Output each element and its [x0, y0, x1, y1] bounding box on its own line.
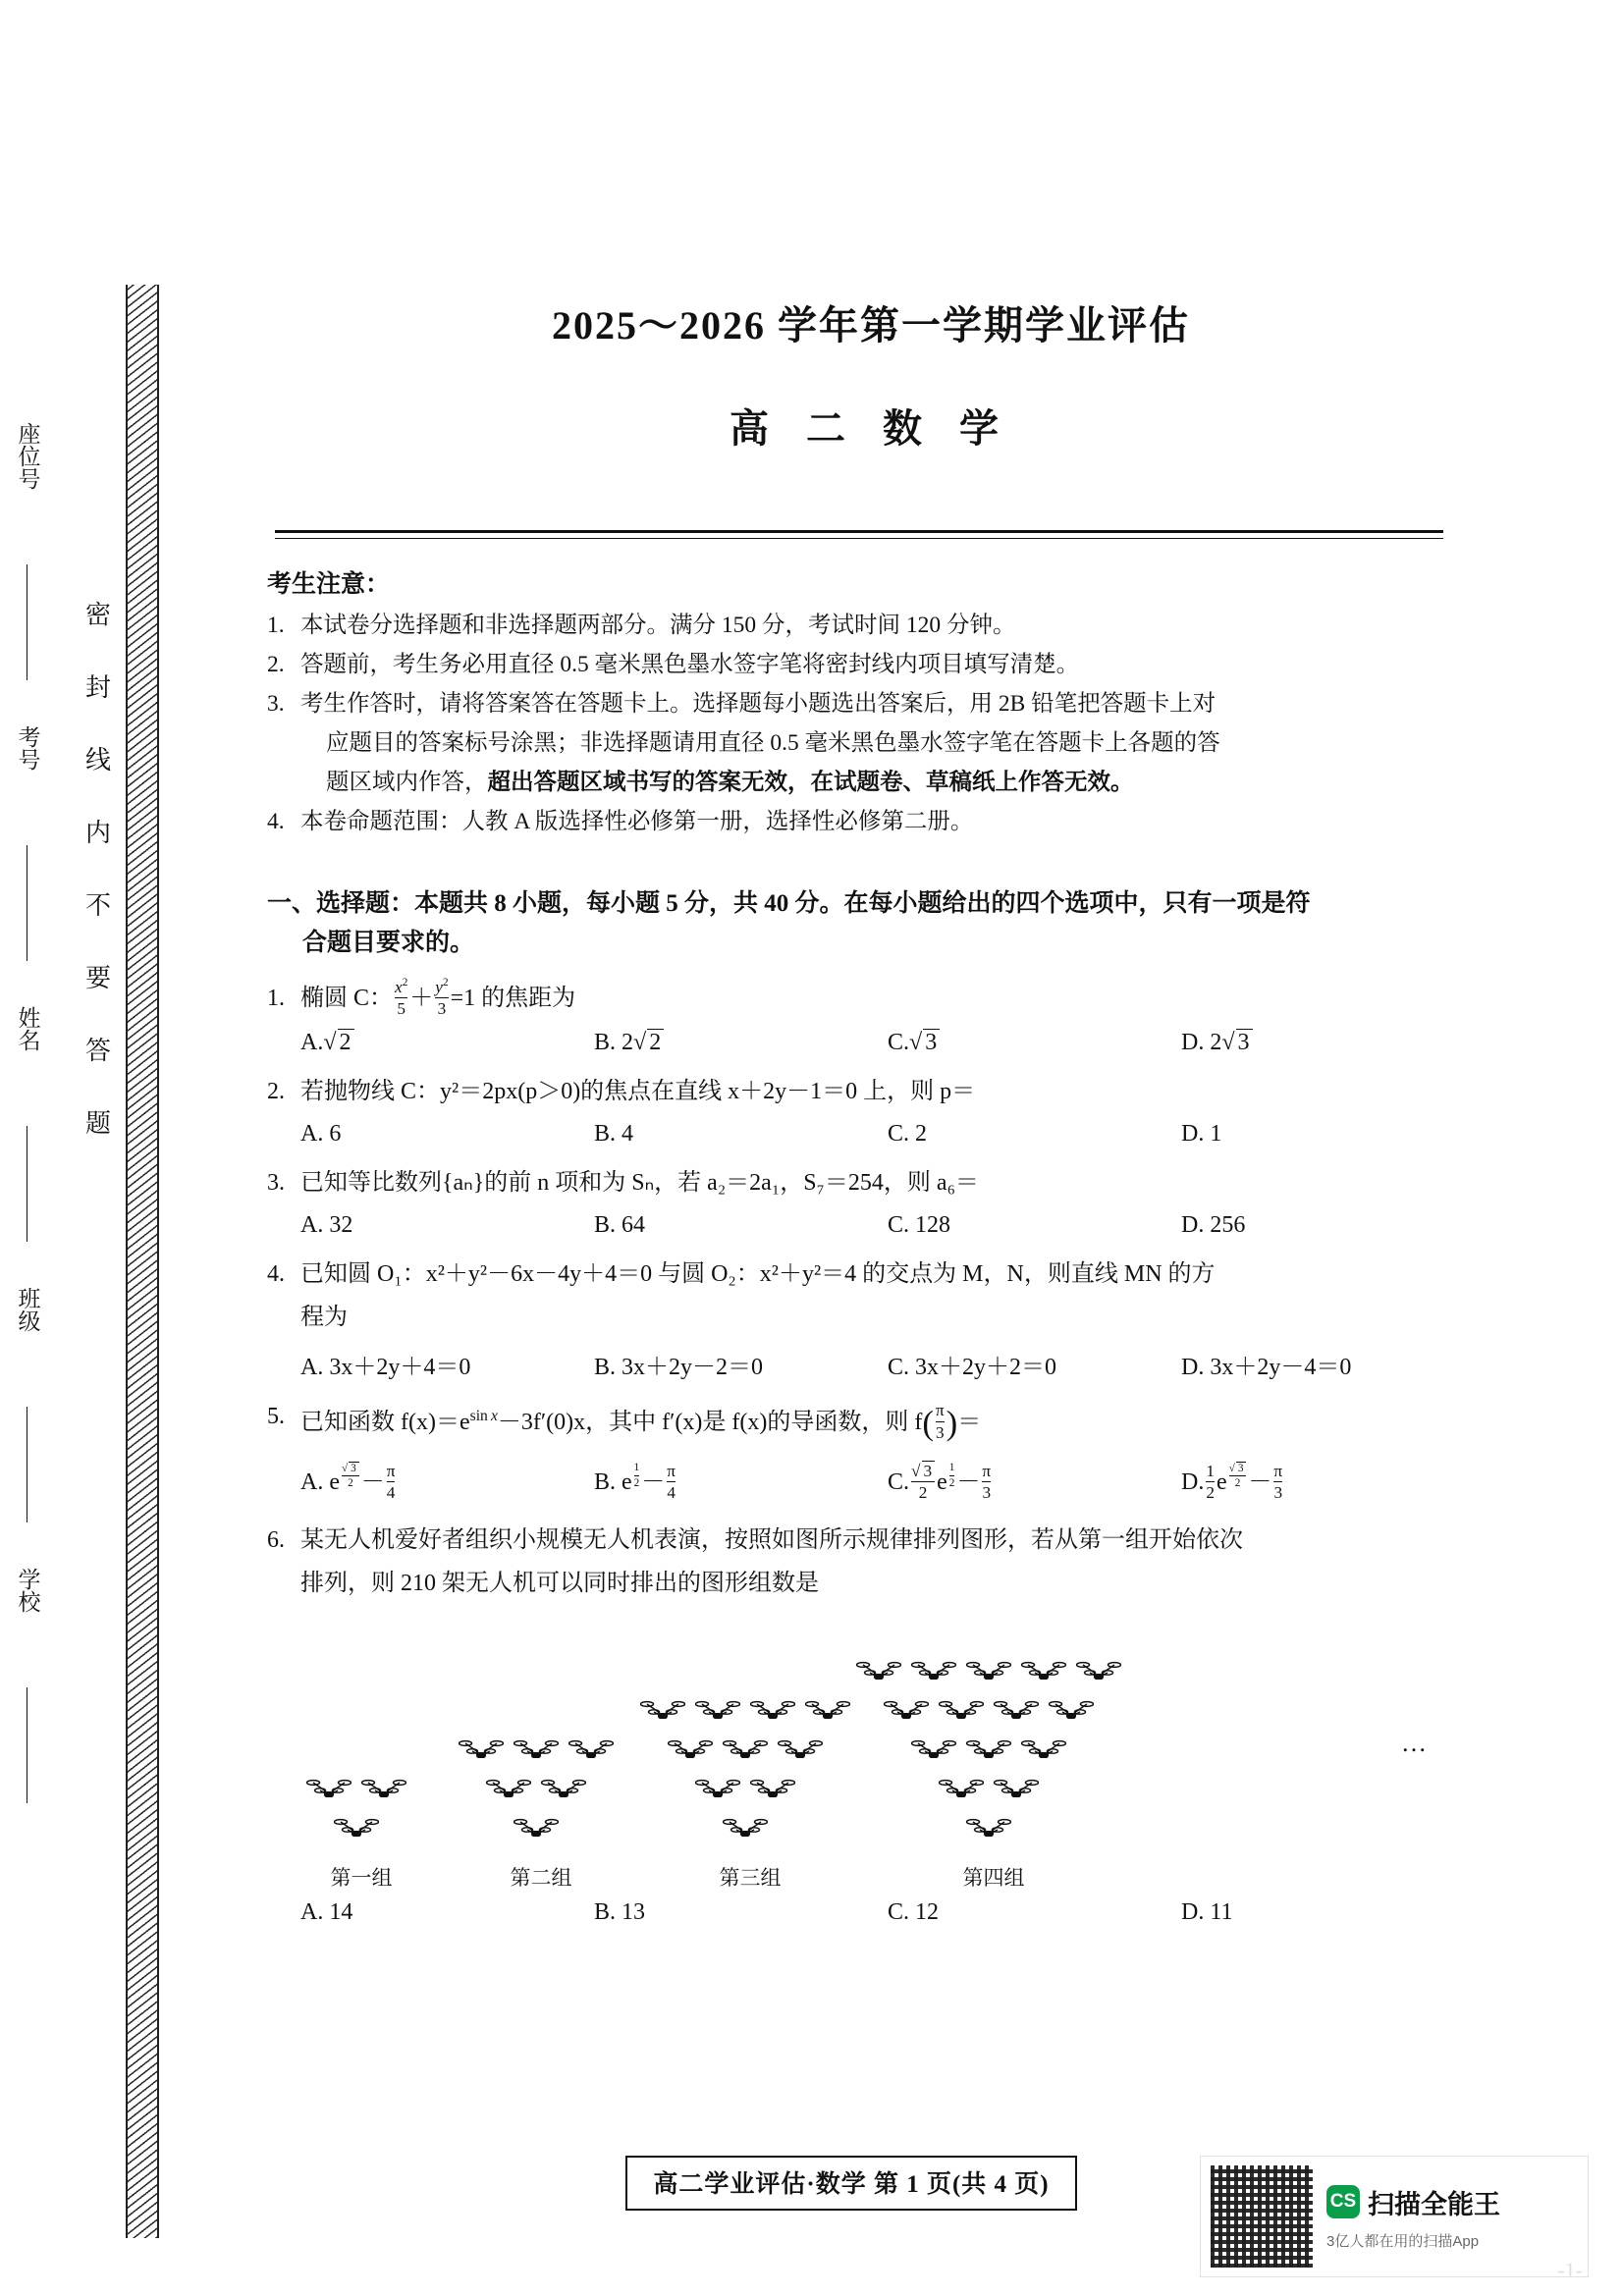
exam-content [267, 0, 1475, 1926]
question-number: 1. [267, 986, 285, 1011]
option-a[interactable]: A. e $^{\frac{√ 3}{2}}$ － $\frac{\pi}{4}$ [300, 1461, 396, 1502]
question-stem: 已知圆 O₁：x²＋y²－6x－4y＋4＝0 与圆 O₂：x²＋y²＝4 的交点为 M，N，则直线 MN 的方 [300, 1260, 1216, 1287]
question-4 [267, 1253, 1475, 1339]
notice-number: 1. [267, 613, 285, 638]
option-label: B. [594, 1120, 617, 1147]
question-2 [267, 1070, 1475, 1113]
drone-icon [1021, 1658, 1066, 1683]
option-value: 14 [329, 1898, 353, 1925]
question-6 [267, 1519, 1475, 1605]
drone-icon [306, 1776, 351, 1801]
option-value: 32 [329, 1211, 353, 1238]
seal-line-band [65, 285, 155, 2238]
notice-text-plain: 题区域内作答， [326, 770, 488, 795]
drone-icon [361, 1776, 406, 1801]
drone-icon [723, 1736, 768, 1762]
drone-icon [514, 1736, 559, 1762]
option-value: 128 [915, 1211, 951, 1238]
seal-char: 线 [84, 746, 111, 774]
field-school [0, 1568, 55, 1803]
question-stem-pre: 椭圆 C： [300, 986, 394, 1011]
drone-icon [778, 1736, 823, 1762]
drone-icon [911, 1736, 956, 1762]
notice-text-line3 [300, 763, 1475, 802]
field-name [0, 1006, 55, 1242]
field-seat-number [0, 422, 55, 680]
option-label: A. [300, 1211, 324, 1238]
drone-icon [640, 1697, 685, 1723]
option-label: A. [300, 1120, 324, 1147]
option-value: 3x＋2y－2＝0 [622, 1354, 764, 1380]
option-value: 2 [915, 1120, 928, 1147]
option-d[interactable]: D. 2√ 3 [1181, 1029, 1475, 1056]
student-info-fields [0, 422, 55, 1848]
drone-icon [668, 1736, 713, 1762]
option-value: 64 [622, 1211, 646, 1238]
option-label: C. [888, 1354, 910, 1380]
subject-title: 高 二 数 学 [730, 406, 1012, 451]
drone-icon [334, 1815, 379, 1841]
option-value: 1 [1210, 1120, 1222, 1147]
option-c[interactable]: C.√ 3 [888, 1029, 1181, 1056]
notice-text: 考生作答时，请将答案答在答题卡上。选择题每小题选出答案后，用 2B 铅笔把答题卡上对 [300, 691, 1216, 717]
field-class [0, 1287, 55, 1522]
drone-icon [1049, 1697, 1094, 1723]
drone-group [856, 1658, 1131, 1854]
scan-watermark [1200, 2156, 1589, 2277]
option-label: C. [888, 1898, 910, 1925]
qr-code-icon [1211, 2165, 1313, 2268]
drone-group-label: 第一组 [330, 1865, 393, 1890]
drone-icon [884, 1697, 929, 1723]
fraction-y2-3: $\frac{y^2}{3}$ [435, 977, 449, 1019]
seal-char: 答 [84, 1037, 111, 1065]
notice-list [267, 606, 1475, 841]
option-value: 12 [915, 1898, 940, 1925]
drone-icon [805, 1697, 850, 1723]
field-label: 学校 [15, 1568, 40, 1613]
seal-char: 题 [84, 1109, 111, 1138]
question-4-options [267, 1347, 1475, 1381]
field-label: 班级 [15, 1287, 40, 1332]
option-b[interactable] [594, 1212, 888, 1239]
drone-icon [486, 1776, 531, 1801]
drone-icon [994, 1776, 1039, 1801]
option-c[interactable] [888, 1121, 1181, 1148]
question-stem: 某无人机爱好者组织小规模无人机表演，按照如图所示规律排列图形，若从第一组开始依次 [300, 1526, 1243, 1553]
notice-number: 2. [267, 652, 285, 677]
drone-icon [723, 1815, 768, 1841]
notice-text-line2: 应题目的答案标号涂黑；非选择题请用直径 0.5 毫米黑色墨水签字笔在答题卡上各题的答 [326, 730, 1220, 756]
notice-text: 本试卷分选择题和非选择题两部分。满分 150 分，考试时间 120 分钟。 [300, 613, 1016, 638]
drone-icon [994, 1697, 1039, 1723]
option-d[interactable] [1181, 1212, 1475, 1239]
paren-open: ( [922, 1404, 934, 1443]
option-label: C. [888, 1120, 910, 1147]
notice-text: 答题前，考生务必用直径 0.5 毫米黑色墨水签字笔将密封线内项目填写清楚。 [300, 652, 1080, 677]
section-heading-line1: 一、选择题：本题共 8 小题，每小题 5 分，共 40 分。在每小题给出的四个选项中，只有一项是符 [267, 890, 1311, 917]
drone-icon [966, 1658, 1011, 1683]
drone-icon [541, 1776, 586, 1801]
drone-icon [966, 1815, 1011, 1841]
section-heading-line2: 合题目要求的。 [302, 930, 475, 956]
question-number: 6. [267, 1526, 285, 1553]
option-a[interactable]: A.√ 2 [300, 1029, 594, 1056]
drone-group [306, 1776, 416, 1854]
question-stem: 若抛物线 C：y²＝2px(p＞0)的焦点在直线 x＋2y－1＝0 上，则 p＝ [300, 1078, 976, 1104]
question-stem-post: ＝ [957, 1409, 982, 1435]
divider [275, 530, 1443, 539]
option-label: D. [1181, 1211, 1205, 1238]
option-label: D. [1181, 1898, 1205, 1925]
field-label: 座位号 [15, 422, 40, 490]
field-write-line[interactable] [27, 1687, 28, 1803]
question-stem-post: =1 的焦距为 [450, 986, 576, 1011]
option-value: 11 [1210, 1898, 1233, 1925]
question-6-options [267, 1899, 1475, 1926]
seal-hatch-pattern [126, 285, 159, 2238]
option-value: 256 [1210, 1211, 1246, 1238]
footer-label: 高二学业评估·数学 第 1 页(共 4 页) [625, 2156, 1076, 2211]
option-value: 6 [329, 1120, 342, 1147]
field-label: 姓名 [15, 1006, 40, 1051]
notice-item [267, 606, 1475, 645]
drone-icon [568, 1736, 614, 1762]
notice-heading: 考生注意： [267, 571, 391, 598]
scan-watermark-text [1313, 2183, 1500, 2251]
seal-char: 不 [84, 891, 111, 920]
question-number: 2. [267, 1078, 285, 1104]
field-write-line[interactable] [27, 1126, 28, 1242]
field-write-line[interactable] [27, 845, 28, 961]
question-3 [267, 1161, 1475, 1204]
option-c[interactable] [888, 1347, 1181, 1381]
fraction-x2-5: $\frac{x^2}{5}$ [395, 977, 408, 1019]
option-label: C. [888, 1211, 910, 1238]
question-1-options [267, 1029, 1475, 1056]
drone-icon [911, 1658, 956, 1683]
option-d[interactable] [1181, 1899, 1475, 1926]
question-5-options [267, 1462, 1475, 1505]
drone-icon [695, 1776, 740, 1801]
section-heading [267, 884, 1475, 963]
question-stem-pre: 已知函数 f(x)＝e [300, 1409, 470, 1435]
drone-group-label: 第四组 [962, 1865, 1025, 1890]
option-label: A. [300, 1354, 324, 1380]
notice-text-bold: 超出答题区域书写的答案无效，在试题卷、草稿纸上作答无效。 [487, 770, 1134, 795]
question-number: 4. [267, 1260, 285, 1287]
option-label: B. [594, 1211, 617, 1238]
drone-formation-figure [267, 1630, 1435, 1896]
option-c[interactable]: C. $\frac{√ 3}{2}$ e $^{\frac{1}{2}}$ － $\frac{\pi}{3}$ [888, 1461, 992, 1503]
notice-number: 3. [267, 691, 285, 717]
option-value: 4 [622, 1120, 634, 1147]
option-value: 3x＋2y＋4＝0 [329, 1354, 471, 1380]
field-write-line[interactable] [27, 564, 28, 680]
option-c[interactable] [888, 1212, 1181, 1239]
option-label: B. [594, 1354, 617, 1380]
option-b[interactable] [594, 1121, 888, 1148]
option-label: D. [1181, 1120, 1205, 1147]
option-b[interactable]: B. e $^{\frac{1}{2}}$ － $\frac{\pi}{4}$ [594, 1461, 676, 1502]
option-b[interactable]: B. 2√ 2 [594, 1029, 888, 1056]
scan-title-row [1326, 2183, 1500, 2221]
option-b[interactable] [594, 1899, 888, 1926]
drone-icon [1021, 1736, 1066, 1762]
field-exam-number [0, 725, 55, 961]
drone-group [640, 1697, 860, 1854]
drone-icon [750, 1697, 795, 1723]
option-label: A. [300, 1898, 324, 1925]
scan-title: 扫描全能王 [1368, 2189, 1500, 2219]
fraction-pi-3: $\frac{\pi}{3}$ [935, 1401, 945, 1442]
option-value: 3x＋2y＋2＝0 [915, 1354, 1057, 1380]
question-number: 3. [267, 1169, 285, 1196]
option-label: D. [1181, 1354, 1205, 1380]
question-5: 5. 已知函数 $f(x)=e^{sin x}-3f'(0)x$，其中 f′(x)是 f(x)的导函数，则 f( $\frac{\pi}{3}$ )＝ [267, 1395, 1475, 1444]
seal-characters [81, 579, 116, 1160]
question-2-options [267, 1121, 1475, 1148]
option-a[interactable] [300, 1899, 594, 1926]
field-label: 考号 [15, 725, 40, 771]
field-write-line[interactable] [27, 1407, 28, 1522]
notice-text: 本卷命题范围：人教 A 版选择性必修第一册，选择性必修第二册。 [300, 809, 974, 834]
drone-icon [695, 1697, 740, 1723]
option-a[interactable] [300, 1212, 594, 1239]
drone-icon [459, 1736, 504, 1762]
option-d[interactable] [1181, 1121, 1475, 1148]
drone-group-label: 第二组 [510, 1865, 572, 1890]
option-label: B. [594, 1898, 617, 1925]
drone-icon [856, 1658, 901, 1683]
seal-char: 密 [84, 601, 111, 629]
option-value: 3x＋2y－4＝0 [1210, 1354, 1352, 1380]
page-title: 2025～2026 学年第一学期学业评估 [552, 303, 1190, 347]
scan-subtitle: 3亿人都在用的扫描App [1326, 2232, 1480, 2250]
drone-icon [514, 1815, 559, 1841]
paren-close: ) [946, 1404, 958, 1443]
option-value: 13 [622, 1898, 646, 1925]
drone-icon [939, 1776, 984, 1801]
option-c[interactable] [888, 1899, 1181, 1926]
option-a[interactable] [300, 1121, 594, 1148]
question-number: 5. [267, 1403, 285, 1429]
seal-char: 封 [84, 673, 111, 702]
notice-item [267, 802, 1475, 841]
notice-item [267, 684, 1475, 802]
question-stem-mid: －3f′(0)x，其中 f′(x)是 f(x)的导函数，则 f [497, 1409, 923, 1435]
option-d[interactable] [1181, 1347, 1475, 1381]
drone-group-label: 第三组 [719, 1865, 782, 1890]
camscanner-logo-icon: CS [1326, 2185, 1360, 2218]
seal-char: 内 [84, 819, 111, 847]
option-d[interactable]: D. $\frac{1}{2}$ e $^{\frac{√ 3}{2}}$ － $\frac{\pi}{3}$ [1181, 1461, 1283, 1502]
figure-ellipsis: … [1401, 1728, 1430, 1757]
drone-group [459, 1736, 623, 1854]
notice-item [267, 645, 1475, 684]
drone-icon [1076, 1658, 1121, 1683]
drone-icon [939, 1697, 984, 1723]
question-3-options [267, 1212, 1475, 1239]
seal-char: 要 [84, 964, 111, 992]
notice-number: 4. [267, 809, 285, 834]
option-a[interactable] [300, 1347, 594, 1381]
question-1: 1. 椭圆 C： $\frac{x^2}{5}$ ＋ $\frac{y^2}{3}$ =1 的焦距为 [267, 977, 576, 1019]
option-b[interactable] [594, 1347, 888, 1381]
question-stem: 已知等比数列{aₙ}的前 n 项和为 Sₙ，若 a₂＝2a₁，S₇＝254，则 a₆＝ [300, 1169, 979, 1196]
question-stem-line2: 排列，则 210 架无人机可以同时排出的图形组数是 [300, 1570, 819, 1596]
drone-icon [966, 1736, 1011, 1762]
question-stem-line2: 程为 [300, 1304, 348, 1330]
drone-icon [750, 1776, 795, 1801]
